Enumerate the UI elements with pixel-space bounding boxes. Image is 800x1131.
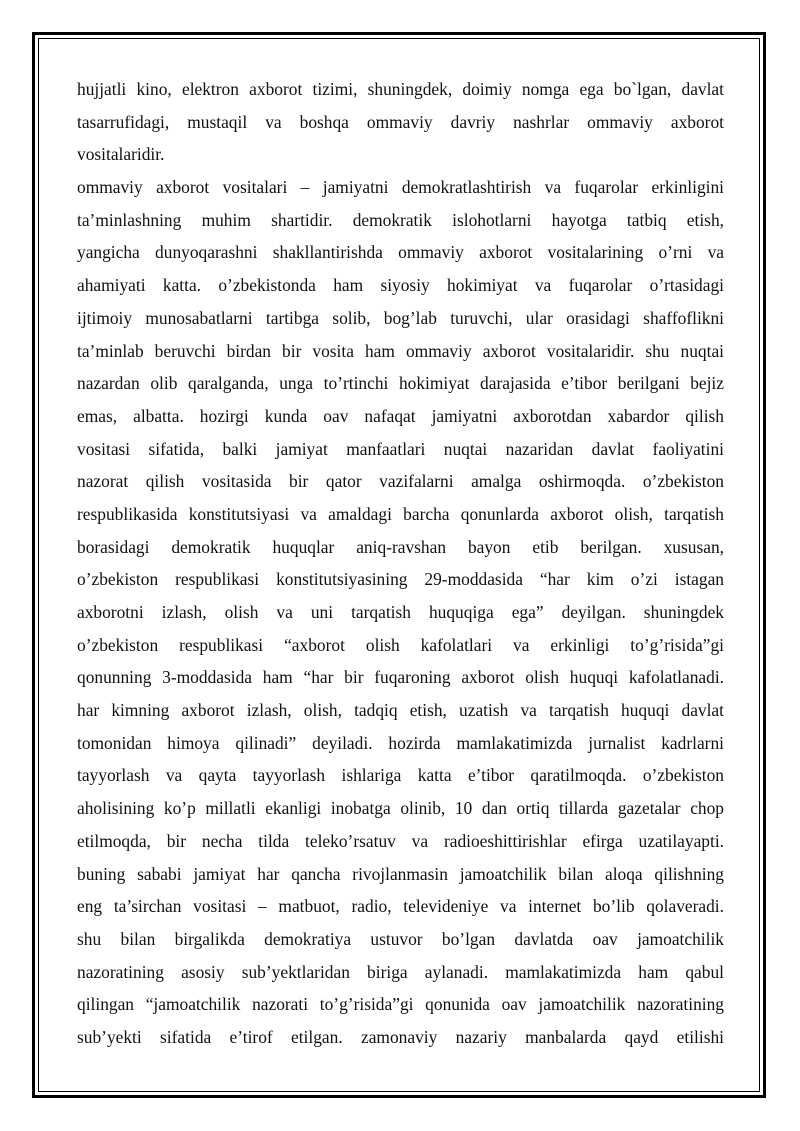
text-line: qilingan “jamoatchilik nazorati to’g’risida”gi qonunida oav jamoatchilik nazoratining: [77, 994, 724, 1015]
text-line: respublikasida konstitutsiyasi va amaldagi barcha qonunlarda axborot olish, tarqatish: [77, 503, 724, 524]
text-line: nazoratining asosiy sub’yektlaridan biriga aylanadi. mamlakatimizda ham qabul: [77, 961, 724, 982]
text-line: yangicha dunyoqarashni shakllantirishda ommaviy axborot vositalarining o’rni va: [77, 242, 724, 263]
text-line: etilmoqda, bir necha tilda teleko’rsatuv va radioeshittirishlar efirga uzatilayapti.: [77, 830, 724, 851]
text-line: har kimning axborot izlash, olish, tadqiq etish, uzatish va tarqatish huquqi davlat: [77, 700, 724, 721]
document-body: [77, 73, 724, 1054]
text-line: shu bilan birgalikda demokratiya ustuvor bo’lgan davlatda oav jamoatchilik: [77, 928, 724, 949]
text-line: buning sababi jamiyat har qancha rivojlanmasin jamoatchilik bilan aloqa qilishning: [77, 863, 724, 884]
text-line: vositalaridir.: [77, 144, 165, 165]
text-line: ijtimoiy munosabatlarni tartibga solib, bog’lab turuvchi, ular orasidagi shaffoflikni: [77, 307, 724, 328]
text-line: axborotni izlash, olish va uni tarqatish huquqiga ega” deyilgan. shuningdek: [77, 602, 724, 622]
text-line: eng ta’sirchan vositasi – matbuot, radio, televideniye va internet bo’lib qolaveradi.: [77, 896, 724, 917]
text-line: ta’minlab beruvchi birdan bir vosita ham ommaviy axborot vositalaridir. shu nuqtai: [77, 340, 724, 361]
text-line: ta’minlashning muhim shartidir. demokratik islohotlarni hayotga tatbiq etish,: [77, 209, 724, 230]
text-line: ommaviy axborot vositalari – jamiyatni demokratlashtirish va fuqarolar erkinligini: [77, 177, 724, 198]
text-line: borasidagi demokratik huquqlar aniq-ravshan bayon etib berilgan. xususan,: [77, 536, 724, 557]
text-line: tomonidan himoya qilinadi” deyiladi. hozirda mamlakatimizda jurnalist kadrlarni: [77, 732, 724, 753]
text-line: o’zbekiston respublikasi konstitutsiyasining 29-moddasida “har kim o’zi istagan: [77, 569, 724, 590]
text-line: sub’yekti sifatida e’tirof etilgan. zamonaviy nazariy manbalarda qayd etilishi: [77, 1026, 724, 1047]
text-line: vositasi sifatida, balki jamiyat manfaatlari nuqtai nazaridan davlat faoliyatini: [77, 438, 724, 459]
text-line: nazardan olib qaralganda, unga to’rtinchi hokimiyat darajasida e’tibor berilgani bejiz: [77, 373, 724, 394]
text-line: tayyorlash va qayta tayyorlash ishlariga katta e’tibor qaratilmoqda. o’zbekiston: [77, 765, 724, 786]
text-line: aholisining ko’p millatli ekanligi inobatga olinib, 10 dan ortiq tillarda gazetalar chop: [77, 798, 724, 819]
text-line: emas, albatta. hozirgi kunda oav nafaqat jamiyatni axborotdan xabardor qilish: [77, 405, 724, 426]
text-line: hujjatli kino, elektron axborot tizimi, shuningdek, doimiy nomga ega bo`lgan, davlat: [77, 79, 724, 99]
text-line: nazorat qilish vositasida bir qator vazifalarni amalga oshirmoqda. o’zbekiston: [77, 471, 724, 492]
text-line: o’zbekiston respublikasi “axborot olish kafolatlari va erkinligi to’g’risida”gi: [77, 634, 724, 655]
text-line: ahamiyati katta. o’zbekistonda ham siyosiy hokimiyat va fuqarolar o’rtasidagi: [77, 275, 724, 296]
text-line: qonunning 3-moddasida ham “har bir fuqaroning axborot olish huquqi kafolatlanadi.: [77, 667, 724, 688]
text-line: tasarrufidagi, mustaqil va boshqa ommaviy davriy nashrlar ommaviy axborot: [77, 111, 724, 132]
